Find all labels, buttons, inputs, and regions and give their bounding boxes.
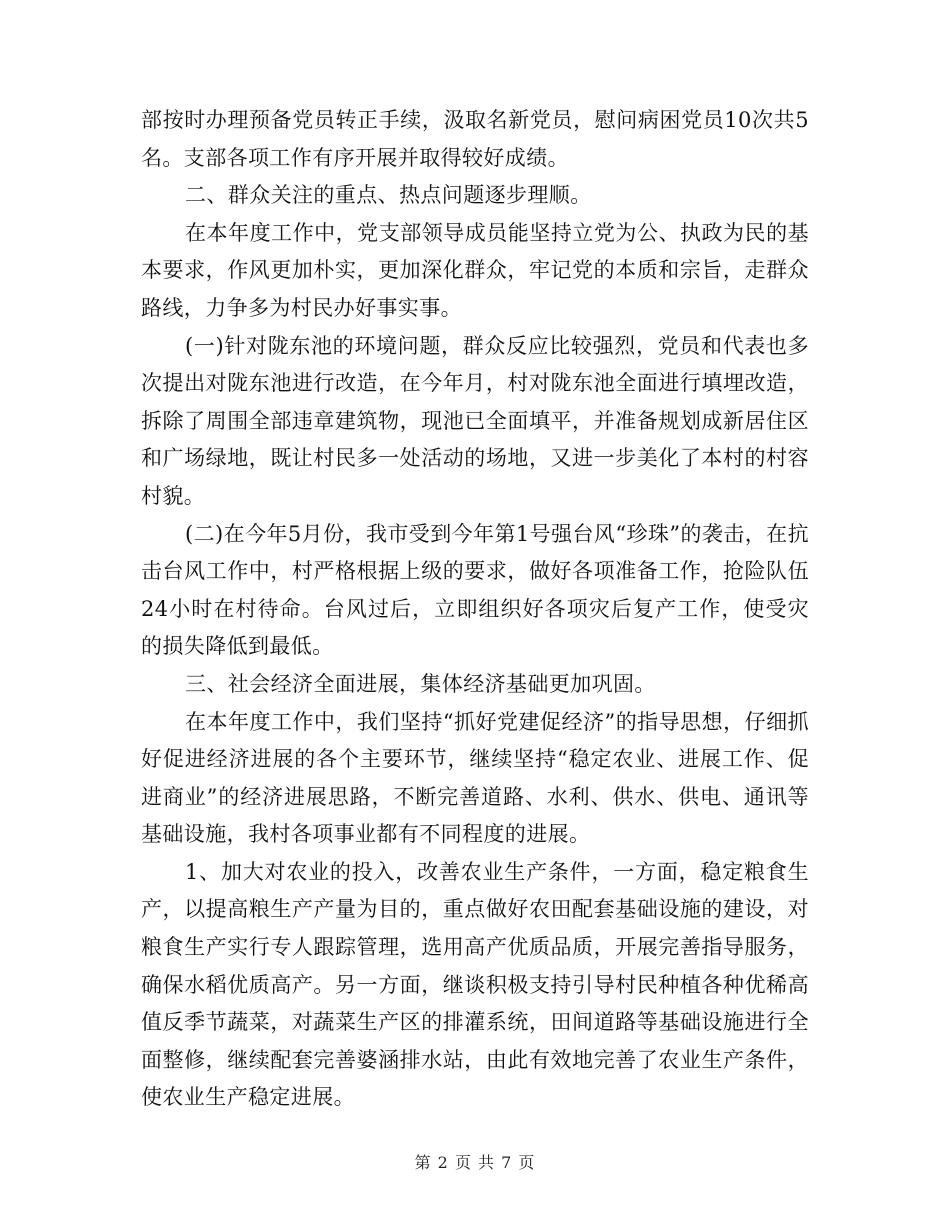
page-number: 2 (437, 1153, 449, 1172)
page-label-mid: 页 共 (454, 1153, 496, 1172)
page-label-prefix: 第 (414, 1153, 432, 1172)
document-body (141, 102, 809, 1117)
paragraph: (一)针对陇东池的环境问题，群众反应比较强烈，党员和代表也多次提出对陇东池进行改造，在今年月，村对陇东池全面进行填埋改造，拆除了周围全部违章建筑物，现池已全面填平，并准备规划成新居住区和广场绿地，既让村民多一处活动的场地，又进一步美化了本村的村容村貌。 (141, 333, 809, 508)
paragraph-continuation: 部按时办理预备党员转正手续，汲取名新党员，慰问病困党员10次共5名。支部各项工作有序开展并取得较好成绩。 (141, 108, 809, 170)
section-heading-2: 二、群众关注的重点、热点问题逐步理顺。 (185, 183, 592, 208)
page-footer (0, 1152, 950, 1174)
paragraph: 在本年度工作中，我们坚持“抓好党建促经济”的指导思想，仔细抓好促进经济进展的各个主要环节，继续坚持“稳定农业、进展工作、促进商业”的经济进展思路，不断完善道路、水利、供水、供电、通讯等基础设施，我村各项事业都有不同程度的进展。 (141, 709, 809, 847)
paragraph: 在本年度工作中，党支部领导成员能坚持立党为公、执政为民的基本要求，作风更加朴实，更加深化群众，牢记党的本质和宗旨，走群众路线，力争多为村民办好事实事。 (141, 220, 809, 320)
paragraph: 1、加大对农业的投入，改善农业生产条件，一方面，稳定粮食生产，以提高粮生产产量为目的，重点做好农田配套基础设施的建设，对粮食生产实行专人跟踪管理，选用高产优质品质，开展完善指导服务，确保水稻优质高产。另一方面，继谈积极支持引导村民种植各种优稀高值反季节蔬菜，对蔬菜生产区的排灌系统，田间道路等基础设施进行全面整修，继续配套完善婆涵排水站，由此有效地完善了农业生产条件，使农业生产稳定进展。 (141, 859, 809, 1110)
page-label-suffix: 页 (518, 1153, 536, 1172)
page-total: 7 (501, 1153, 513, 1172)
section-heading-3: 三、社会经济全面进展，集体经济基础更加巩固。 (185, 671, 656, 696)
paragraph: (二)在今年5月份，我市受到今年第1号强台风“珍珠”的袭击，在抗击台风工作中，村严格根据上级的要求，做好各项准备工作，抢险队伍24小时在村待命。台风过后，立即组织好各项灾后复产工作，使受灾的损失降低到最低。 (141, 521, 809, 659)
